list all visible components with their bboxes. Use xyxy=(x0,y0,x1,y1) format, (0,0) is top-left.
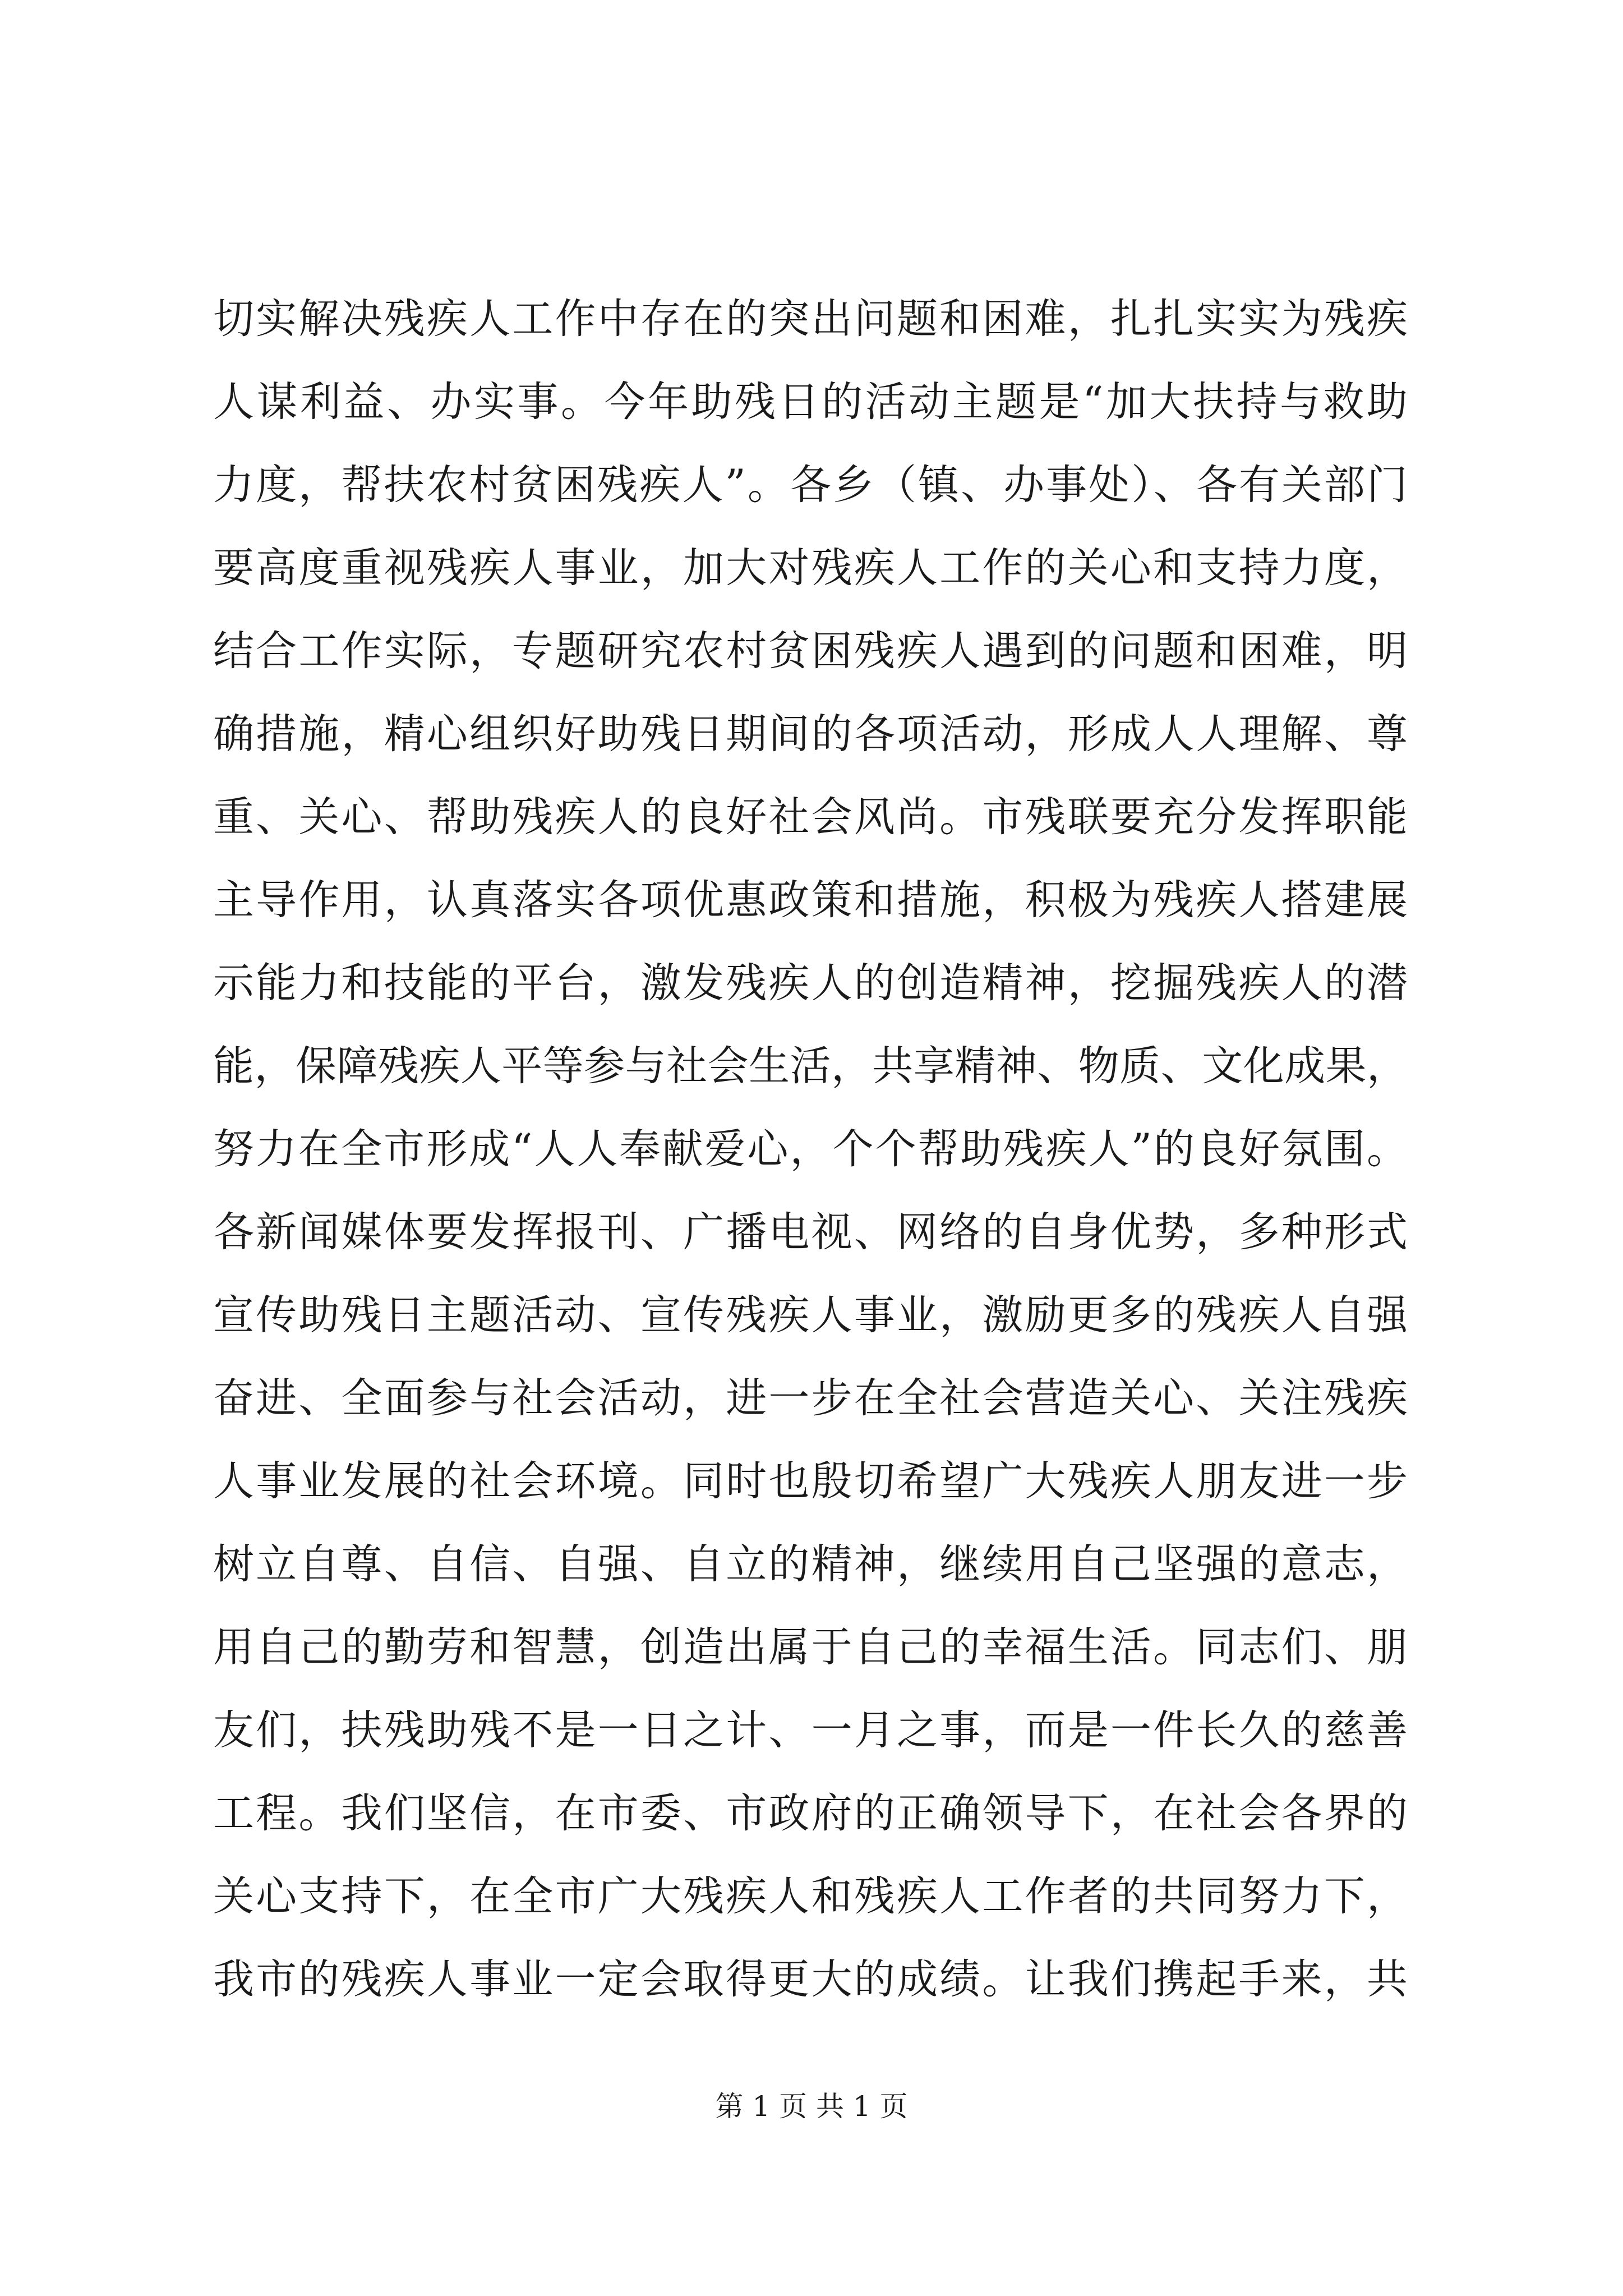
body-line: 努力在全市形成“人人奉献爱心，个个帮助残疾人”的良好氛围。 xyxy=(213,1125,1408,1173)
body-line: 重、关心、帮助残疾人的良好社会风尚。市残联要充分发挥职能 xyxy=(213,793,1408,841)
body-line: 确措施，精心组织好助残日期间的各项活动，形成人人理解、尊 xyxy=(213,710,1408,758)
body-line: 切实解决残疾人工作中存在的突出问题和困难，扎扎实实为残疾 xyxy=(213,295,1408,343)
body-line: 各新闻媒体要发挥报刊、广播电视、网络的自身优势，多种形式 xyxy=(213,1208,1408,1256)
body-line: 人事业发展的社会环境。同时也殷切希望广大残疾人朋友进一步 xyxy=(213,1457,1408,1505)
body-line: 工程。我们坚信，在市委、市政府的正确领导下，在社会各界的 xyxy=(213,1789,1408,1837)
body-line: 宣传助残日主题活动、宣传残疾人事业，激励更多的残疾人自强 xyxy=(213,1291,1408,1339)
body-line: 结合工作实际，专题研究农村贫困残疾人遇到的问题和困难，明 xyxy=(213,627,1408,675)
body-line: 力度，帮扶农村贫困残疾人”。各乡（镇、办事处）、各有关部门 xyxy=(213,461,1408,509)
body-text xyxy=(213,278,1408,2021)
body-line: 奋进、全面参与社会活动，进一步在全社会营造关心、关注残疾 xyxy=(213,1374,1408,1422)
body-line: 关心支持下，在全市广大残疾人和残疾人工作者的共同努力下， xyxy=(213,1872,1408,1920)
body-line: 要高度重视残疾人事业，加大对残疾人工作的关心和支持力度， xyxy=(213,544,1408,592)
body-line: 我市的残疾人事业一定会取得更大的成绩。让我们携起手来，共 xyxy=(213,1955,1408,2003)
body-line: 示能力和技能的平台，激发残疾人的创造精神，挖掘残疾人的潜 xyxy=(213,959,1408,1007)
body-line: 树立自尊、自信、自强、自立的精神，继续用自己坚强的意志， xyxy=(213,1540,1408,1588)
page-footer xyxy=(0,2087,1623,2126)
page-number-label: 第 1 页 共 1 页 xyxy=(715,2090,908,2123)
body-line: 能，保障残疾人平等参与社会生活，共享精神、物质、文化成果， xyxy=(213,1042,1408,1090)
body-line: 主导作用，认真落实各项优惠政策和措施，积极为残疾人搭建展 xyxy=(213,876,1408,924)
body-line: 用自己的勤劳和智慧，创造出属于自己的幸福生活。同志们、朋 xyxy=(213,1623,1408,1671)
body-line: 友们，扶残助残不是一日之计、一月之事，而是一件长久的慈善 xyxy=(213,1706,1408,1754)
body-line: 人谋利益、办实事。今年助残日的活动主题是“加大扶持与救助 xyxy=(213,378,1408,426)
